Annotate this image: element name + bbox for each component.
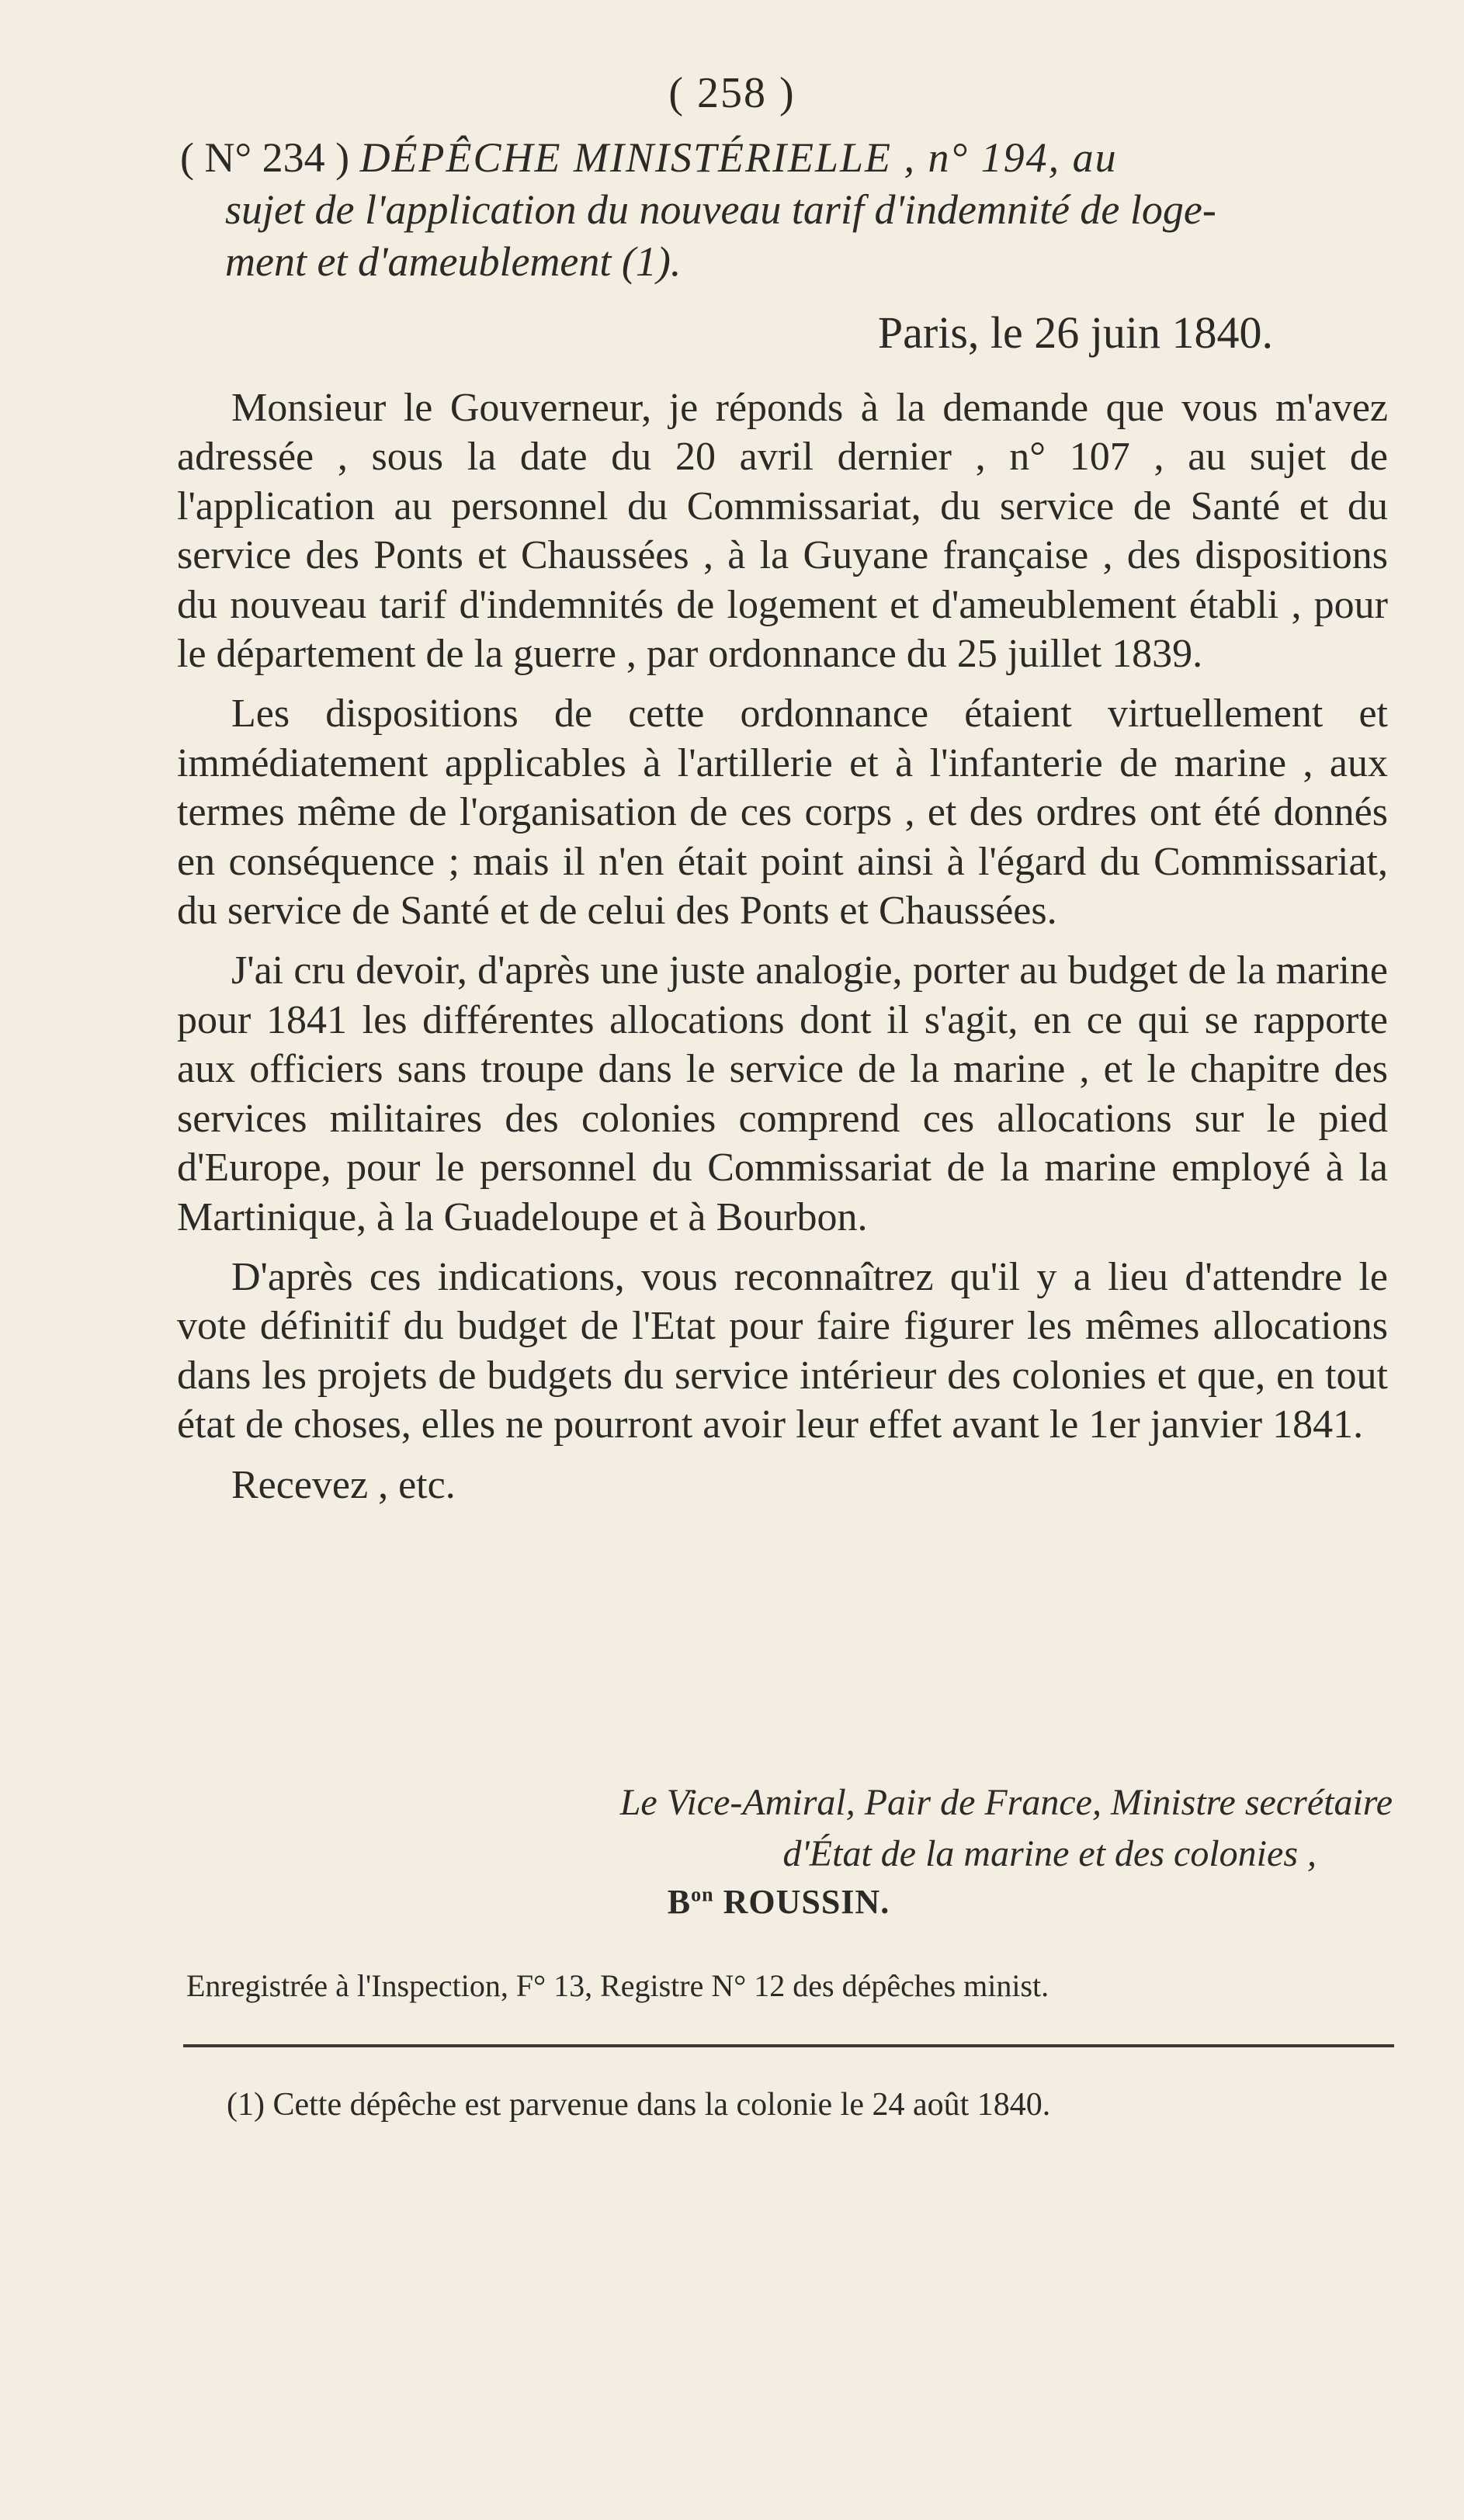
signatory-title-prefix: B <box>667 1883 692 1921</box>
page-number: ( 258 ) <box>668 69 796 117</box>
signature-title-line-2: d'État de la marine et des colonies , <box>782 1833 1317 1874</box>
dispatch-subtitle-line-1: sujet de l'application du nouveau tarif d'indemnité de loge- <box>225 186 1216 233</box>
signatory-surname: ROUSSIN. <box>723 1883 890 1921</box>
footnote: (1) Cette dépêche est parvenue dans la colonie le 24 août 1840. <box>227 2087 1051 2123</box>
signature-title-line-1: Le Vice-Amiral, Pair de France, Ministre secrétaire <box>619 1782 1393 1823</box>
signature-block <box>0 1777 1397 1880</box>
paragraph-5: Recevez , etc. <box>231 1462 456 1507</box>
dispatch-subtitle-line-2: ment et d'ameublement (1). <box>225 238 682 285</box>
paragraph-3: J'ai cru devoir, d'après une juste analogie, porter au budget de la marine pour 1841 les différentes allocations dont il s'agit, en ce qui se rapporte aux officiers sans troupe dans le service de la marine , et le chapitre des services militaires des colonies comprend ces allocations sur le pied d'Europe, pour le personnel du Commissariat de la marine employé à la Martinique, à la Guadeloupe et à Bourbon. <box>177 948 1388 1239</box>
dispatch-heading <box>180 132 1391 288</box>
dateline: Paris, le 26 juin 1840. <box>877 307 1273 358</box>
paragraph-1: Monsieur le Gouverneur, je réponds à la demande que vous m'avez adressée , sous la date du 20 avril dernier , n° 107 , au sujet de l'application au personnel du Commissariat, du service de Santé et du service des Ponts et Chaussées , à la Guyane française , des dispositions du nouveau tarif d'indemnités de logement et d'ameublement établi , pour le département de la guerre , par ordonnance du 25 juillet 1839. <box>177 386 1388 677</box>
paragraph-2: Les dispositions de cette ordonnance étaient virtuellement et immédiatement applicables à l'artillerie et à l'infanterie de marine , aux termes même de l'organisation de ces corps , et des ordres ont été donnés en conséquence ; mais il n'en était point ainsi à l'égard du Commissariat, du service de Santé et de celui des Ponts et Chaussées. <box>177 692 1388 934</box>
registry-note: Enregistrée à l'Inspection, F° 13, Registre N° 12 des dépêches minist. <box>186 1968 1049 2003</box>
dispatch-number: ( N° 234 ) <box>180 134 350 181</box>
signatory-title-sup: on <box>691 1883 714 1906</box>
letter-body <box>177 383 1388 1520</box>
paragraph-4: D'après ces indications, vous reconnaîtrez qu'il y a lieu d'attendre le vote définitif du budget de l'Etat pour faire figurer les mêmes allocations dans les projets de budgets du service intérieur des colonies et que, en tout état de choses, elles ne pourront avoir leur effet avant le 1er janvier 1841. <box>177 1254 1388 1447</box>
footnote-divider <box>183 2044 1394 2047</box>
signatory-name <box>0 1882 1464 1922</box>
dispatch-title: DÉPÊCHE MINISTÉRIELLE , n° 194, au <box>359 134 1118 181</box>
